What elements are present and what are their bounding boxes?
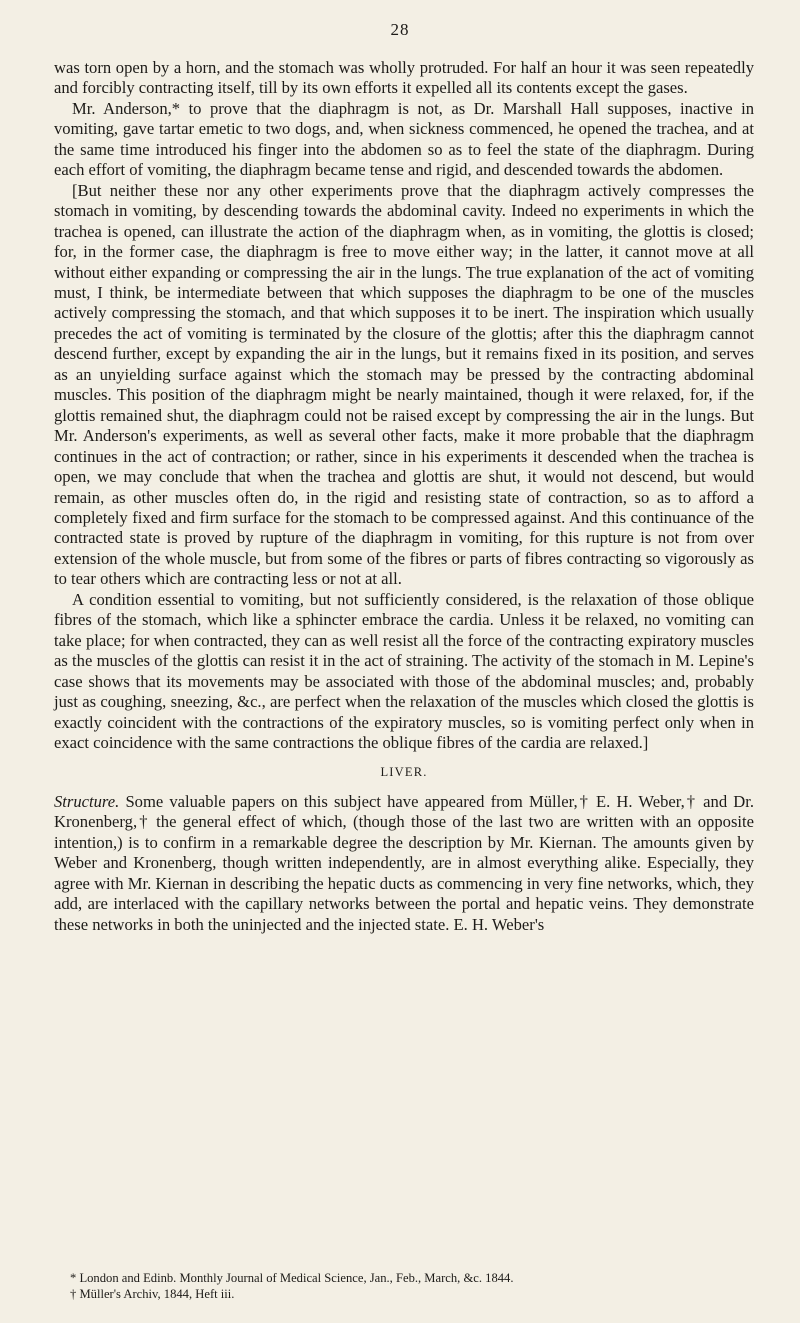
paragraph-continued: was torn open by a horn, and the stomach was wholly protruded. For half an hour it was seen repeatedly and forcibly contracting itself, till by its own efforts it expelled all its contents except the gases. bbox=[54, 58, 754, 98]
section-heading-liver: LIVER. bbox=[380, 765, 428, 780]
paragraph-bracketed-commentary: [But neither these nor any other experiments prove that the diaphragm actively compresses the stomach in vomiting, by descending towards the abdominal cavity. Indeed no experiments in which the trachea is opened, can illustrate the action of the diaphragm when, as in vomiting, the glottis is closed; for, in the former case, the diaphragm is free to move either way; in the latter, it cannot move at all without either expanding or compressing the air in the lungs. The true explanation of the act of vomiting must, I think, be intermediate between that which supposes the diaphragm to be one of the muscles actively compressing the stomach, and that which supposes it to be inert. The inspiration which usually precedes the act of vomiting is terminated by the closure of the glottis; after this the diaphragm cannot descend further, except by expanding the air in the lungs, but it remains fixed in its position, and serves as an unyielding surface against which the stomach may be pressed by the contracting abdominal muscles. This position of the diaphragm might be nearly maintained, though it were relaxed, for, if the glottis remained shut, the diaphragm could not be raised except by compressing the air in the lungs. But Mr. Anderson's experiments, as well as several other facts, make it more probable that the diaphragm continues in the act of contraction; or rather, since in his experiments it descended when the trachea is open, we may conclude that when the trachea and glottis are shut, it would not descend, but would remain, as other muscles often do, in the rigid and resisting state of contraction, so as to afford a completely fixed and firm surface for the stomach to be compressed against. And this continuance of the contracted state is proved by rupture of the diaphragm in vomiting, for this rupture is not from over extension of the whole muscle, but from some of the fibres or parts of fibres contracting so vigorously as to tear others which are contracting less or not at all. bbox=[54, 180, 754, 589]
main-text bbox=[54, 58, 754, 935]
run-in-heading: Structure. bbox=[54, 791, 120, 811]
liver-structure-text: Some valuable papers on this subject have appeared from Müller,† E. H. Weber,† and Dr. Kronenberg,† the general effect of which, (though those of the last two are written with an opposite intention,) is to confirm in a remarkable degree the description by Mr. Kiernan. The amounts given by Weber and Kronenberg, though written independently, are in almost everything alike. Especially, they agree with Mr. Kiernan in describing the hepatic ducts as commencing in very fine networks, which, they add, are interlaced with the capillary networks between the portal and hepatic veins. They demonstrate these networks in both the uninjected and the injected state. E. H. Weber's bbox=[54, 791, 754, 934]
footnotes bbox=[70, 1271, 760, 1302]
footnote-2: † Müller's Archiv, 1844, Heft iii. bbox=[70, 1286, 235, 1301]
paragraph-anderson-experiment: Mr. Anderson,* to prove that the diaphragm is not, as Dr. Marshall Hall supposes, inactive in vomiting, gave tartar emetic to two dogs, and, when sickness commenced, he opened the trachea, and at the same time introduced his finger into the abdomen so as to feel the state of the diaphragm. During each effort of vomiting, the diaphragm became tense and rigid, and descended towards the abdomen. bbox=[54, 98, 754, 180]
paragraph-cardia-relaxation: A condition essential to vomiting, but not sufficiently considered, is the relaxation of those oblique fibres of the stomach, which like a sphincter embrace the cardia. Unless it be relaxed, no vomiting can take place; for when contracted, they can as well resist all the force of the contracting expiratory muscles as the muscles of the glottis can resist it in the act of straining. The activity of the stomach in M. Lepine's case shows that its movements may be associated with those of the abdominal muscles; and, probably just as coughing, sneezing, &c., are perfect when the relaxation of the muscles which closed the glottis is exactly coincident with the contractions of the expiratory muscles, so is vomiting perfect only when in exact coincidence with the same contractions the oblique fibres of the cardia are relaxed.] bbox=[54, 589, 754, 752]
footnote-1: * London and Edinb. Monthly Journal of Medical Science, Jan., Feb., March, &c. 1844. bbox=[70, 1271, 514, 1285]
page-number: 28 bbox=[390, 20, 410, 39]
paragraph-liver-structure bbox=[54, 792, 754, 935]
